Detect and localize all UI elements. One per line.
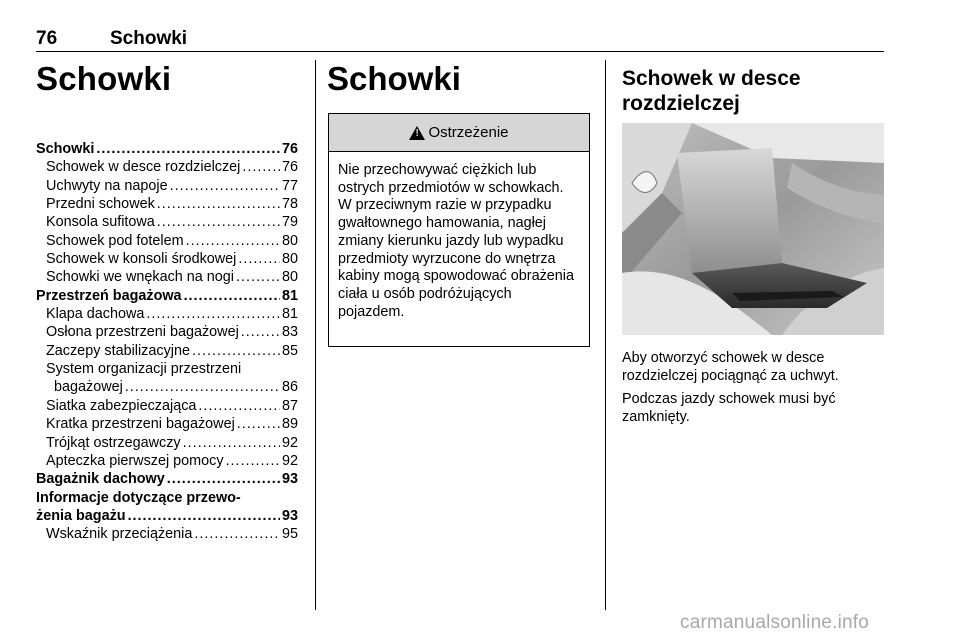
toc-page-number: 80: [281, 269, 298, 286]
subsection-title: Schowek w desce rozdzielczej: [622, 67, 801, 115]
toc-page-number: 86: [281, 379, 298, 396]
toc-entry[interactable]: [36, 434, 298, 452]
toc-leader-dots: [157, 195, 280, 213]
toc-entry[interactable]: [36, 195, 298, 213]
toc-entry-label: Uchwyty na napoje: [46, 177, 168, 194]
toc-entry-label: Klapa dachowa: [46, 306, 145, 323]
toc-entry-label: żenia bagażu: [36, 507, 126, 524]
toc-leader-dots: [125, 378, 280, 396]
toc-page-number: 76: [281, 159, 298, 176]
toc-leader-dots: [96, 140, 280, 158]
running-header-title: Schowki: [110, 28, 188, 49]
toc-entry[interactable]: [36, 158, 298, 176]
toc-page-number: 92: [281, 452, 298, 469]
header-rule: [36, 51, 884, 52]
toc-entry[interactable]: [36, 287, 298, 305]
toc-entry-label: Wskaźnik przeciążenia: [46, 526, 193, 543]
toc-entry[interactable]: [36, 268, 298, 286]
toc-leader-dots: [241, 323, 280, 341]
toc-leader-dots: [170, 177, 280, 195]
toc-page-number: 77: [281, 177, 298, 194]
instruction-paragraph: Aby otworzyć schowek w desce rozdzielczej pociągnąć za uchwyt.: [622, 350, 839, 385]
toc-leader-dots: [157, 213, 280, 231]
toc-entry[interactable]: [36, 232, 298, 250]
toc-leader-dots: [146, 305, 280, 323]
toc-leader-dots: [183, 434, 280, 452]
toc-entry[interactable]: [36, 305, 298, 323]
toc-entry[interactable]: [36, 378, 298, 396]
toc-page-number: 87: [281, 397, 298, 414]
toc-page-number: 92: [281, 434, 298, 451]
toc-leader-dots: [194, 525, 280, 543]
note-paragraph: Podczas jazdy schowek musi być zamknięty.: [622, 391, 836, 426]
toc-entry-label: Kratka przestrzeni bagażowej: [46, 416, 235, 433]
toc-page-number: 85: [281, 342, 298, 359]
toc-page-number: 83: [281, 324, 298, 341]
toc-entry-label: Siatka zabezpieczająca: [46, 397, 197, 414]
toc-leader-dots: [198, 397, 280, 415]
toc-entry[interactable]: [36, 415, 298, 433]
toc-entry[interactable]: [36, 250, 298, 268]
toc-page-number: 80: [281, 232, 298, 249]
toc-page-number: 76: [281, 141, 298, 157]
warning-triangle-icon: [409, 126, 425, 140]
toc-entry-label: Informacje dotyczące przewo-: [36, 489, 241, 506]
toc-page-number: 80: [281, 251, 298, 268]
toc-entry[interactable]: [36, 140, 298, 158]
toc-entry[interactable]: [36, 452, 298, 470]
watermark: carmanualsonline.info: [680, 612, 870, 633]
toc-page-number: 78: [281, 196, 298, 213]
toc-entry[interactable]: [36, 323, 298, 341]
toc-leader-dots: [186, 232, 280, 250]
toc-entry-label: System organizacji przestrzeni: [46, 361, 242, 378]
toc-entry-label: Przestrzeń bagażowa: [36, 287, 182, 304]
toc-page-number: 89: [281, 416, 298, 433]
toc-entry[interactable]: [36, 525, 298, 543]
toc-entry-label: Konsola sufitowa: [46, 214, 155, 231]
toc-entry[interactable]: [36, 177, 298, 195]
warning-header: [329, 114, 589, 152]
toc-entry[interactable]: [36, 397, 298, 415]
toc-page-number: 81: [281, 306, 298, 323]
toc-entry-label: Zaczepy stabilizacyjne: [46, 342, 190, 359]
toc-entry-label: Schowek w desce rozdzielczej: [46, 159, 241, 176]
toc-page-number: 79: [281, 214, 298, 231]
toc-entry[interactable]: [36, 213, 298, 231]
section-title: Schowki: [327, 60, 461, 97]
toc-page-number: 93: [281, 471, 298, 488]
toc-entry-label: Schowek w konsoli środkowej: [46, 251, 237, 268]
toc-page-number: 81: [281, 287, 298, 304]
page-number: 76: [36, 28, 58, 49]
column-divider: [605, 60, 606, 610]
toc-entry[interactable]: [36, 342, 298, 360]
toc-entry-label: bagażowej: [54, 379, 123, 396]
column-divider: [315, 60, 316, 610]
warning-heading: Ostrzeżenie: [428, 124, 509, 141]
toc-leader-dots: [237, 415, 280, 433]
toc-entry-label: Schowki we wnękach na nogi: [46, 269, 234, 286]
toc-leader-dots: [184, 287, 280, 305]
toc-entry-label: Bagażnik dachowy: [36, 471, 165, 488]
toc-page-number: 93: [281, 507, 298, 524]
toc-entry-label: Trójkąt ostrzegawczy: [46, 434, 181, 451]
glovebox-photo: [622, 123, 884, 335]
toc-entry-label: Osłona przestrzeni bagażowej: [46, 324, 239, 341]
toc-entry[interactable]: [36, 470, 298, 488]
toc-leader-dots: [242, 158, 280, 176]
toc-leader-dots: [236, 268, 280, 286]
toc-leader-dots: [128, 507, 280, 525]
toc-leader-dots: [192, 342, 280, 360]
toc-entry-label: Apteczka pierwszej pomocy: [46, 452, 224, 469]
toc-entry-label: Schowki: [36, 141, 95, 157]
toc-page-number: 95: [281, 526, 298, 543]
toc-leader-dots: [167, 470, 280, 488]
table-of-contents: [36, 140, 298, 544]
toc-entry[interactable]: [36, 507, 298, 525]
toc-leader-dots: [238, 250, 280, 268]
toc-leader-dots: [226, 452, 280, 470]
toc-entry-label: Przedni schowek: [46, 196, 155, 213]
warning-text: Nie przechowywać ciężkich lub ostrych przedmiotów w schowkach. W przeciwnym razie w przypadku gwałtownego hamowania, nagłej zmiany kierunku jazdy lub wypadku przedmioty wyrzucone do wnętrza kabiny mogą spowodować obrażenia ciała u osób podróżujących pojazdem.: [338, 162, 574, 320]
toc-entry-label: Schowek pod fotelem: [46, 232, 184, 249]
glovebox-interior: [677, 148, 782, 273]
warning-box: [328, 113, 590, 347]
chapter-title: Schowki: [36, 60, 172, 97]
